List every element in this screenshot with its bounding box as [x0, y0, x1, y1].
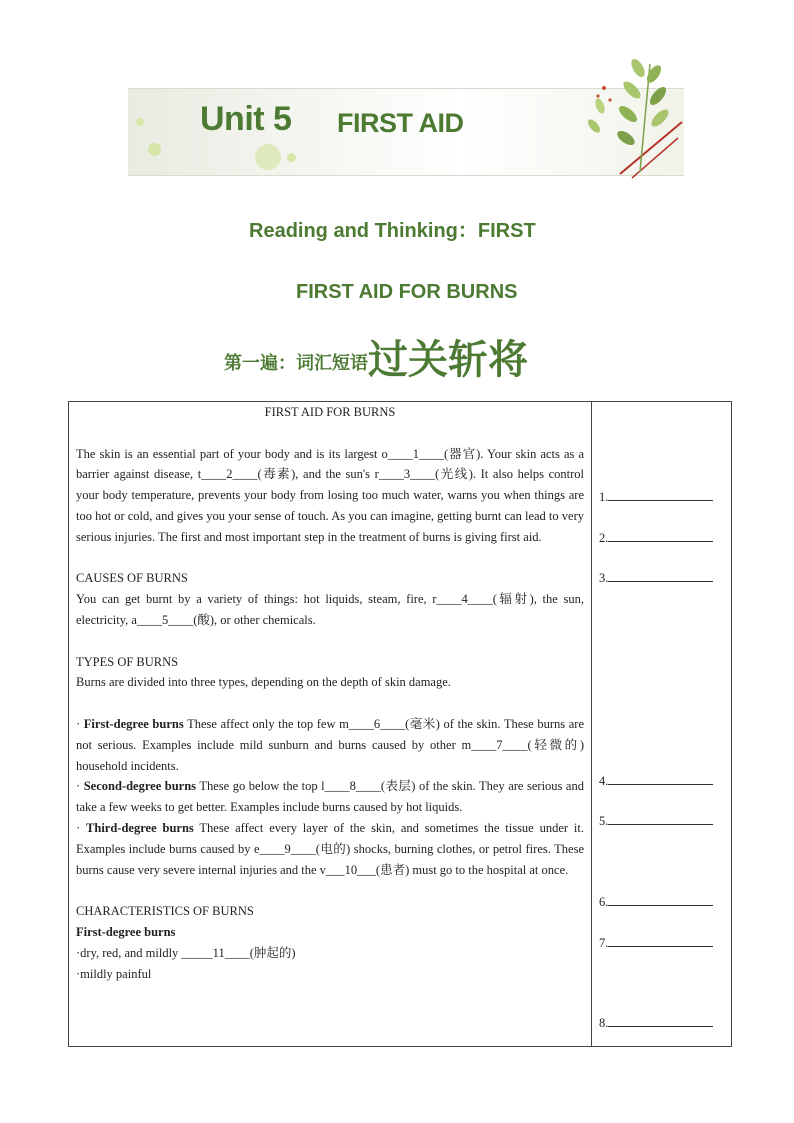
unit-number: Unit 5: [200, 100, 292, 138]
answer-number: 2.: [599, 531, 609, 545]
answer-slot-6[interactable]: [599, 894, 713, 910]
third-degree-label: Third-degree burns: [86, 820, 194, 835]
second-degree-label: Second-degree burns: [83, 779, 197, 794]
second-degree-text: These go below the top l____8____(表层) of the skin. They are serious and take a few weeks to get better. Examples include burns caused by hot liquids.: [76, 779, 584, 815]
answer-slot-1[interactable]: [599, 489, 713, 505]
answer-slot-5[interactable]: [599, 813, 713, 829]
causes-heading: CAUSES OF BURNS: [76, 571, 188, 586]
answer-number: 8.: [599, 1016, 609, 1030]
unit-topic: FIRST AID: [337, 108, 464, 138]
answer-slot-7[interactable]: [599, 935, 713, 951]
types-heading: TYPES OF BURNS: [76, 654, 179, 669]
types-text: Burns are divided into three types, depending on the depth of skin damage.: [76, 675, 451, 690]
answer-number: 6.: [599, 895, 609, 909]
first-degree-text: These affect only the top few m____6____(毫米) of the skin. These burns are not serious. Examples include mild sunburn and burns caused by other m____7____(轻微的) household incidents.: [76, 716, 584, 773]
characteristics-heading: CHARACTERISTICS OF BURNS: [76, 904, 254, 919]
stage-title: 过关斩将: [368, 337, 528, 383]
third-degree-paragraph: · Third-degree burns These affect every layer of the skin, and sometimes the tissue under it. Examples include burns caused by e____9____(电的) shocks, burning clothes, or petrol fires. These burns cause very severe internal injuries and the v___10___(患者) must go to the hospital at once.: [76, 820, 584, 877]
characteristics-item: ·mildly painful: [76, 966, 152, 981]
passage-title: FIRST AID FOR BURNS: [264, 405, 396, 419]
second-degree-paragraph: · Second-degree burns These go below the top l____8____(表层) of the skin. They are serious and take a few weeks to get better. Examples include burns caused by hot liquids.: [76, 779, 584, 815]
stage-label: 第一遍：词汇短语: [224, 353, 368, 374]
answer-number: 7.: [599, 936, 609, 950]
passage-intro: The skin is an essential part of your body and is its largest o____1____(器官). Your skin acts as a barrier against disease, t____2____(毒素), and the sun's r____3____(光线). It also helps control your body temperature, prevents your body from losing too much water, warns you when things are too hot or cold, and gives you your sense of touch. As you can imagine, getting burnt can lead to very serious injuries. The first and most important step in the treatment of burns is giving first aid.: [76, 446, 584, 544]
first-degree-label: First-degree burns: [83, 716, 184, 731]
decorative-dot: [136, 118, 144, 126]
passage-column: [76, 402, 584, 984]
characteristics-item: ·dry, red, and mildly _____11____(肿起的): [76, 945, 296, 960]
answer-slot-8[interactable]: [599, 1015, 713, 1031]
exercise-table: [68, 401, 732, 1047]
first-degree-paragraph: · First-degree burns These affect only the top few m____6____(毫米) of the skin. These burns are not serious. Examples include mild sunburn and burns caused by other m____7____(轻微的) household incidents.: [76, 716, 584, 773]
stage-heading: [224, 328, 528, 385]
characteristics-first-heading: First-degree burns: [76, 924, 176, 939]
reading-heading: Reading and Thinking：FIRST: [249, 220, 536, 242]
causes-text: You can get burnt by a variety of things: hot liquids, steam, fire, r____4____(辐射), the sun, electricity, a____5____(酸), or other chemicals.: [76, 592, 584, 627]
answer-number: 1.: [599, 490, 609, 504]
answer-slot-3[interactable]: [599, 570, 713, 586]
third-degree-text: These affect every layer of the skin, and sometimes the tissue under it. Examples include burns caused by e____9____(电的) shocks, burning clothes, or petrol fires. These burns cause very severe internal injuries and the v___10___(患者) must go to the hospital at once.: [76, 820, 584, 877]
decorative-dot: [287, 153, 296, 162]
article-heading: FIRST AID FOR BURNS: [296, 281, 518, 303]
answer-number: 5.: [599, 814, 609, 828]
column-divider: [591, 402, 592, 1046]
answer-slot-2[interactable]: [599, 530, 713, 546]
decorative-dot: [148, 143, 161, 156]
answer-slot-4[interactable]: [599, 773, 713, 789]
leaf-branch-icon: [580, 54, 690, 184]
decorative-dot: [255, 144, 281, 170]
answer-number: 3.: [599, 571, 609, 585]
answer-number: 4.: [599, 774, 609, 788]
